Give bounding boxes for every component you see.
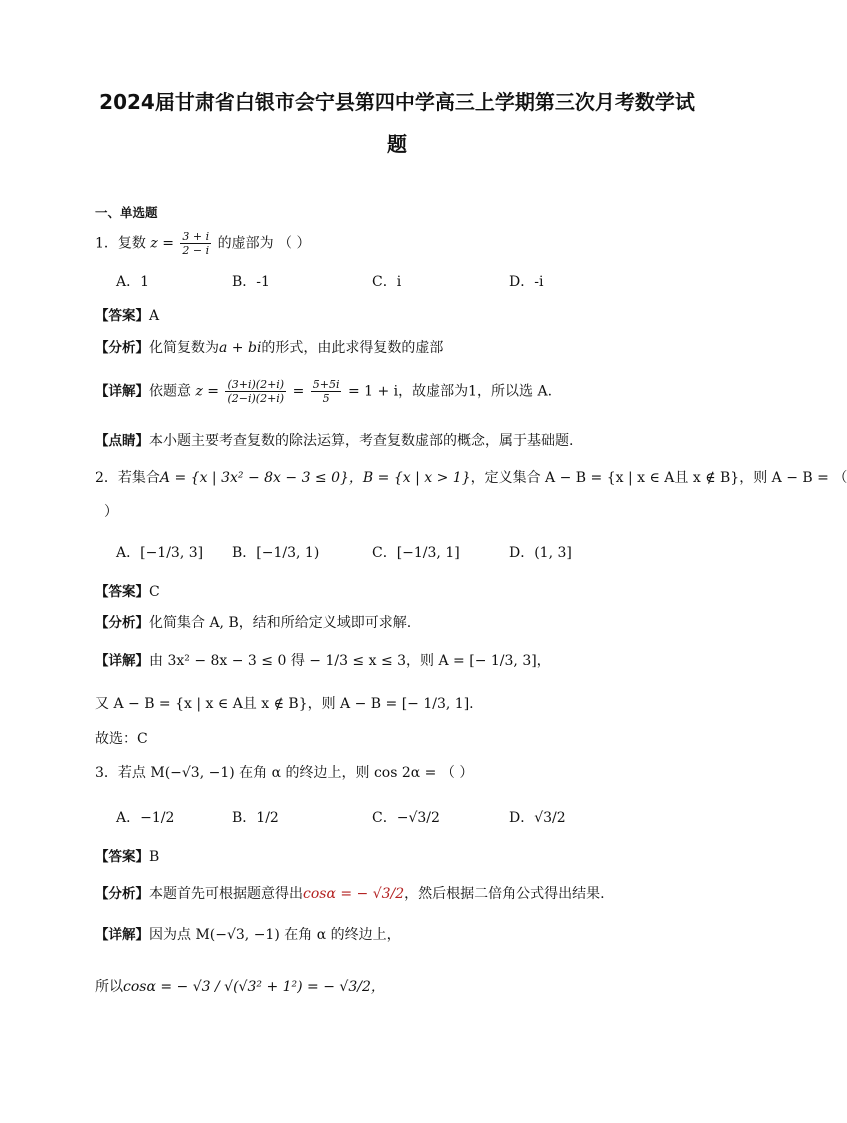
q3-detail-text: 因为点 M(−√3, −1) 在角 α 的终边上， — [149, 927, 401, 943]
analysis-tag: 【分析】 — [95, 886, 149, 902]
q3-option-d: D．√3/2 — [509, 810, 566, 826]
q2-option-b: B．[−1/3, 1) — [232, 545, 320, 561]
q1-option-d: D．-i — [509, 274, 544, 290]
q1-fraction — [180, 230, 211, 257]
q3-analysis — [95, 884, 605, 904]
q2-stem-prefix: 2．若集合 — [95, 470, 160, 486]
analysis-tag: 【分析】 — [95, 615, 149, 631]
q1-option-b: B．-1 — [232, 274, 270, 290]
q3-last-prefix: 所以 — [95, 979, 123, 995]
q2-option-d: D．(1, 3] — [509, 545, 572, 561]
q1-analysis-end: 的形式，由此求得复数的虚部 — [261, 340, 444, 356]
q1-comment-text: 本小题主要考查复数的除法运算，考查复数虚部的概念，属于基础题. — [149, 433, 574, 449]
q3-analysis-end: ，然后根据二倍角公式得出结果. — [404, 886, 605, 902]
q2-detail-continued: 又 A − B = {x | x ∈ A且 x ∉ B}，则 A − B = [− 1/3, 1]. — [95, 696, 474, 712]
q1-detail-prefix: 依题意 — [149, 383, 191, 400]
q2-analysis — [95, 613, 411, 633]
q1-answer-value: A — [149, 308, 160, 324]
detail-tag: 【详解】 — [95, 383, 149, 400]
q3-option-c: C．−√3/2 — [372, 810, 440, 826]
q3-analysis-text: 本题首先可根据题意得出 — [149, 886, 303, 902]
q1-detail-num-2: 5+5i — [312, 378, 340, 391]
analysis-tag: 【分析】 — [95, 340, 149, 356]
q1-detail-den-1: (2−i)(2+i) — [227, 392, 285, 405]
q1-stem-suffix: 的虚部为 （ ） — [217, 235, 311, 252]
q2-option-a: A．[−1/3, 3] — [116, 545, 204, 561]
q3-option-b: B．1/2 — [232, 810, 279, 826]
q2-option-c: C．[−1/3, 1] — [372, 545, 460, 561]
q2-answer-value: C — [149, 584, 160, 600]
q1-detail-den-2: 5 — [322, 392, 330, 405]
q1-analysis-math: a + bi — [219, 340, 262, 356]
q2-detail-text: 由 3x² − 8x − 3 ≤ 0 得 − 1/3 ≤ x ≤ 3，则 A = [− 1/3, 3]， — [149, 653, 551, 669]
q1-detail — [95, 378, 552, 405]
q1-variable: z = — [150, 235, 174, 252]
q3-analysis-math: cosα = − √3/2 — [303, 886, 405, 902]
q3-last-math: cosα = − √3 / √(√3² + 1²) = − √3/2， — [123, 979, 385, 995]
q2-analysis-text: 化简集合 A, B，结和所给定义域即可求解. — [149, 615, 412, 631]
q3-answer — [95, 847, 159, 867]
answer-tag: 【答案】 — [95, 584, 149, 600]
document-title-line-1: 2024届甘肃省白银市会宁县第四中学高三上学期第三次月考数学试 — [99, 90, 695, 114]
q1-comment — [95, 431, 573, 451]
q1-detail-frac-1 — [225, 378, 286, 405]
q2-definition: ，定义集合 A − B = {x | x ∈ A且 x ∉ B}，则 A − B = （ — [470, 470, 847, 486]
q1-detail-end: = 1 + i，故虚部为1，所以选 A. — [347, 383, 553, 400]
q1-option-a: A．1 — [116, 274, 150, 290]
q2-set-b: ，B = {x | x > 1} — [348, 470, 471, 486]
q2-stem-close: ） — [104, 504, 118, 520]
q2-conclusion: 故选：C — [95, 731, 148, 747]
q3-detail — [95, 925, 401, 945]
detail-tag: 【详解】 — [95, 927, 149, 943]
q1-analysis — [95, 338, 443, 358]
q3-answer-value: B — [149, 849, 160, 865]
q2-answer — [95, 582, 160, 602]
q1-detail-eq: = — [292, 383, 305, 400]
question-1-stem — [95, 230, 310, 257]
question-3-stem: 3．若点 M(−√3, −1) 在角 α 的终边上，则 cos 2α = （ ） — [95, 765, 474, 781]
detail-tag: 【详解】 — [95, 653, 149, 669]
question-2-stem — [95, 468, 847, 488]
q1-detail-var: z = — [195, 383, 220, 400]
comment-tag: 【点睛】 — [95, 433, 149, 449]
document-title-line-2: 题 — [387, 132, 407, 156]
q2-set-a: A = {x | 3x² − 8x − 3 ≤ 0} — [159, 470, 349, 486]
answer-tag: 【答案】 — [95, 308, 149, 324]
q1-frac-num: 3 + i — [182, 230, 210, 243]
q1-stem-prefix: 1．复数 — [95, 235, 146, 252]
q1-analysis-text: 化简复数为 — [149, 340, 219, 356]
q3-detail-continued — [95, 977, 385, 997]
q1-frac-den: 2 − i — [182, 244, 210, 257]
q1-option-c: C．i — [372, 274, 402, 290]
q1-answer — [95, 306, 159, 326]
q2-detail — [95, 651, 551, 671]
answer-tag: 【答案】 — [95, 849, 149, 865]
section-heading: 一、单选题 — [95, 205, 158, 220]
q1-detail-num-1: (3+i)(2+i) — [227, 378, 285, 391]
q1-detail-frac-2 — [311, 378, 342, 405]
q3-option-a: A．−1/2 — [116, 810, 175, 826]
